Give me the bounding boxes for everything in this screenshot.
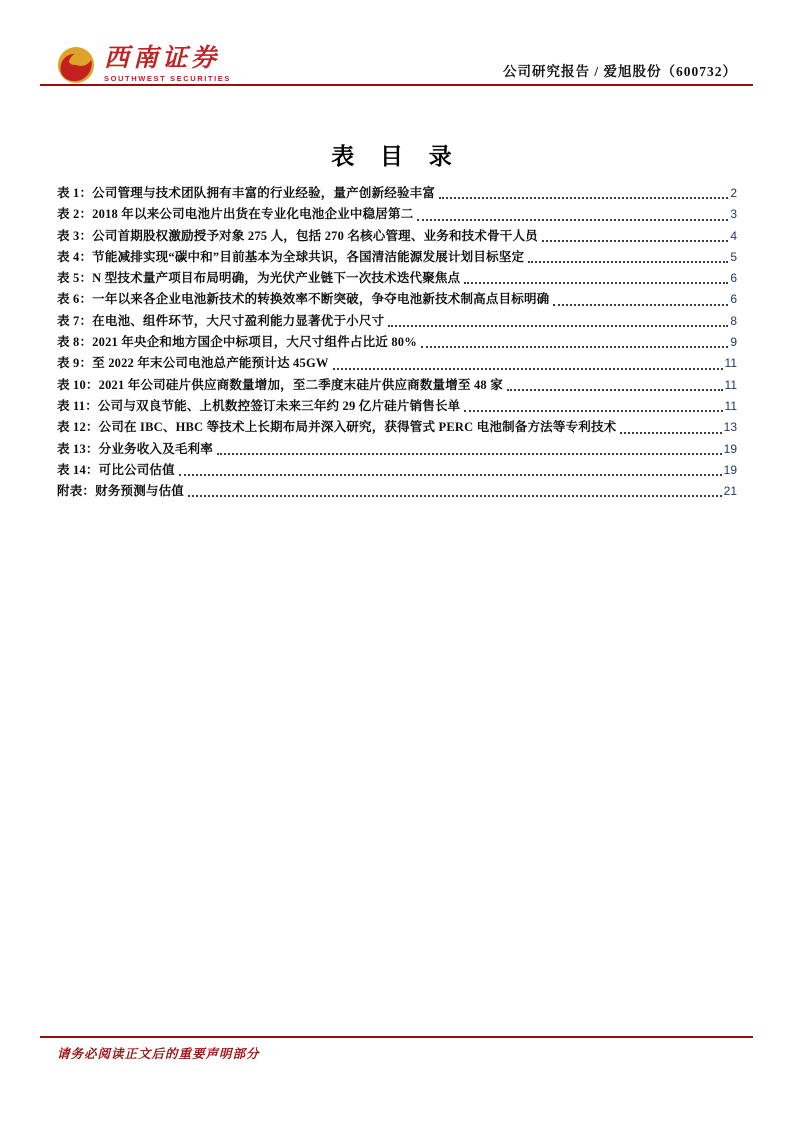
- toc-entry-label[interactable]: 表 5：N 型技术量产项目布局明确，为光伏产业链下一次技术迭代聚焦点: [57, 271, 461, 286]
- toc-entry-label[interactable]: 表 10：2021 年公司硅片供应商数量增加，至二季度末硅片供应商数量增至 48 家: [57, 377, 503, 392]
- toc-dot-leader: [620, 432, 721, 434]
- toc-page-number[interactable]: 11: [724, 398, 737, 413]
- toc-dot-leader: [421, 346, 728, 348]
- toc-page-number[interactable]: 2: [730, 186, 737, 200]
- toc-entry-label[interactable]: 表 6：一年以来各企业电池新技术的转换效率不断突破，争夺电池新技术制高点目标明确: [57, 292, 550, 307]
- toc-page-number[interactable]: 11: [724, 356, 737, 371]
- company-logo: [57, 46, 231, 84]
- footer-divider: [40, 1036, 753, 1038]
- toc-page-number[interactable]: 19: [723, 462, 737, 477]
- toc-entry-label[interactable]: 表 11：公司与双良节能、上机数控签订未来三年约 29 亿片硅片销售长单: [57, 398, 461, 413]
- toc-dot-leader: [542, 240, 728, 242]
- toc-entry[interactable]: [57, 183, 737, 204]
- toc-entry[interactable]: [57, 311, 737, 332]
- page-header: [0, 0, 793, 90]
- toc-entry[interactable]: [57, 375, 737, 396]
- toc-entry-label[interactable]: 表 8：2021 年央企和地方国企中标项目，大尺寸组件占比近 80%: [57, 335, 417, 350]
- footer-disclaimer: 请务必阅读正文后的重要声明部分: [57, 1047, 260, 1061]
- toc-entry-label[interactable]: 表 4：节能减排实现“碳中和”目前基本为全球共识，各国清洁能源发展计划目标坚定: [57, 249, 525, 264]
- toc-entry[interactable]: [57, 417, 737, 438]
- report-header-label: 公司研究报告 / 爱旭股份（600732）: [502, 64, 737, 79]
- toc-page-number[interactable]: 6: [730, 292, 737, 307]
- toc-page-number[interactable]: 3: [730, 207, 737, 222]
- toc-dot-leader: [333, 368, 723, 370]
- toc-dot-leader: [188, 495, 722, 497]
- toc-entry-label[interactable]: 表 14：可比公司估值: [57, 462, 175, 477]
- toc-page-number[interactable]: 9: [730, 335, 737, 350]
- header-divider: [40, 84, 753, 86]
- toc-dot-leader: [388, 325, 728, 327]
- toc-entry-label[interactable]: 附表：财务预测与估值: [57, 484, 185, 499]
- logo-name-english: SOUTHWEST SECURITIES: [104, 74, 232, 83]
- southwest-securities-logo-icon: [57, 46, 95, 84]
- toc-entry[interactable]: [57, 439, 737, 460]
- toc-entry[interactable]: [57, 353, 737, 374]
- toc-dot-leader: [464, 282, 728, 284]
- toc-entry-label[interactable]: 表 12：公司在 IBC、HBC 等技术上长期布局并深入研究，获得管式 PERC 电池制备方法等专利技术: [57, 420, 617, 435]
- toc-entry-label[interactable]: 表 2：2018 年以来公司电池片出货在专业化电池企业中稳居第二: [57, 207, 414, 222]
- toc-entry[interactable]: [57, 289, 737, 310]
- toc-entry-label[interactable]: 表 1：公司管理与技术团队拥有丰富的行业经验，量产创新经验丰富: [57, 186, 436, 200]
- toc-dot-leader: [464, 410, 722, 412]
- toc-entry[interactable]: [57, 396, 737, 417]
- toc-entry[interactable]: [57, 460, 737, 481]
- toc-entry[interactable]: [57, 204, 737, 225]
- toc-dot-leader: [179, 474, 722, 476]
- toc-page-number[interactable]: 6: [730, 271, 737, 286]
- toc-dot-leader: [507, 389, 723, 391]
- toc-page-number[interactable]: 13: [723, 420, 737, 435]
- toc-dot-leader: [528, 261, 728, 263]
- toc-entry[interactable]: [57, 226, 737, 247]
- toc-dot-leader: [217, 453, 722, 455]
- toc-entry-label[interactable]: 表 3：公司首期股权激励授予对象 275 人，包括 270 名核心管理、业务和技术骨干人员: [57, 228, 538, 243]
- toc-entry-label[interactable]: 表 13：分业务收入及毛利率: [57, 441, 213, 456]
- toc-dot-leader: [417, 219, 728, 221]
- page-title: 表 目 录: [331, 144, 462, 169]
- toc-dot-leader: [439, 197, 728, 199]
- toc-page-number[interactable]: 8: [730, 313, 737, 328]
- toc-dot-leader: [553, 304, 728, 306]
- toc-entry[interactable]: [57, 332, 737, 353]
- toc-page-number[interactable]: 4: [730, 228, 737, 243]
- logo-text: [104, 46, 231, 83]
- toc-entry-label[interactable]: 表 7：在电池、组件环节，大尺寸盈利能力显著优于小尺寸: [57, 313, 385, 328]
- toc-page-number[interactable]: 19: [723, 441, 737, 456]
- toc-page-number[interactable]: 21: [723, 484, 737, 499]
- logo-name-chinese: 西南证券: [104, 45, 221, 72]
- toc-page-number[interactable]: 11: [724, 377, 737, 392]
- toc-entry[interactable]: [57, 481, 737, 502]
- toc-entry[interactable]: [57, 247, 737, 268]
- toc-entry-label[interactable]: 表 9：至 2022 年末公司电池总产能预计达 45GW: [57, 356, 329, 371]
- toc-entry[interactable]: [57, 268, 737, 289]
- table-of-contents: [57, 183, 737, 502]
- toc-page-number[interactable]: 5: [730, 249, 737, 264]
